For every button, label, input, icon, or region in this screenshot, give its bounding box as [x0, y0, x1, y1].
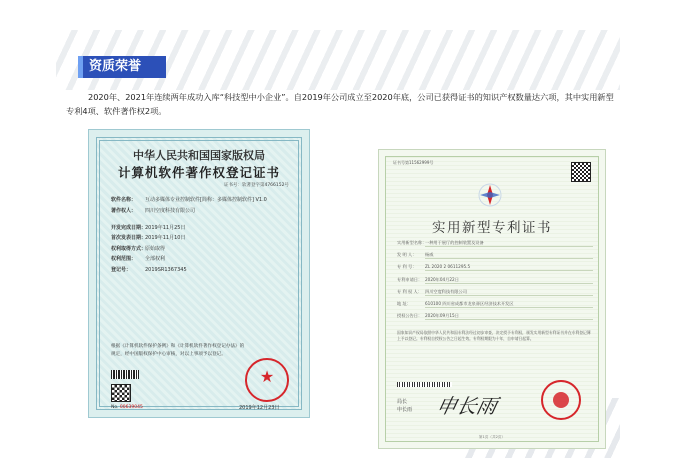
serial-prefix: No. [111, 405, 119, 410]
field-value: 原始取得 [145, 245, 166, 252]
field-row [397, 313, 593, 320]
field-value: 2020年04月22日 [425, 277, 593, 284]
field-value: ZL 2020 2 0611295.5 [425, 264, 593, 271]
certificate-title: 计算机软件著作权登记证书 [117, 165, 280, 180]
certificate-issuer: 中华人民共和国国家版权局 [133, 149, 265, 162]
patent-office-emblem-icon [477, 182, 503, 208]
field-row [111, 235, 291, 242]
field-row [111, 208, 291, 215]
certificate-number: 证书号：软著登字第4766152号 [223, 183, 289, 188]
field-label: 专 利 号： [397, 264, 417, 270]
field-value: 四川空度科技有限公司 [425, 289, 593, 296]
field-row [111, 225, 291, 232]
field-label: 权利取得方式： [111, 245, 147, 252]
certificate-code: 证书号第11562999号 [393, 160, 434, 165]
field-label: 专 利 权 人： [397, 288, 422, 294]
field-value: 杨威 [425, 252, 593, 259]
field-row [397, 289, 593, 296]
handwritten-signature: 申长雨 [434, 394, 500, 418]
field-label: 授权公告日： [397, 313, 423, 319]
field-label: 开发完成日期： [111, 224, 147, 231]
footer-line-1: 根据《计算机软件保护条例》和《计算机软件著作权登记办法》的 [111, 344, 245, 349]
barcode-icon [397, 382, 452, 387]
field-row [397, 277, 593, 284]
page-indicator: 第1页（共2页） [478, 435, 506, 439]
certificate-fields [397, 240, 593, 325]
qr-code-icon [111, 384, 131, 402]
serial-number [111, 405, 143, 410]
field-value: 四川空度科技有限公司 [145, 207, 196, 214]
field-row [397, 252, 593, 259]
section-description: 2020年、2021年连续两年成功入库“科技型中小企业”。自2019年公司成立至2020年底，公司已获得证书的知识产权数量达六项，其中实用新型专利4项、软件著作权2项。 [66, 92, 614, 116]
content-frame [56, 30, 620, 458]
signatory-label [397, 398, 412, 414]
field-row [111, 197, 291, 204]
software-copyright-certificate [88, 129, 310, 418]
qr-code-icon [571, 162, 591, 182]
footer-line-2: 规定，经中国版权保护中心审核，对以上事项予以登记。 [111, 352, 226, 357]
field-value: 2019年11月25日 [145, 224, 186, 231]
field-label: 软件名称： [111, 197, 137, 203]
field-value: 610100 四川省成都市龙泉驿区经济技术开发区 [425, 301, 593, 308]
field-label: 发 明 人： [397, 252, 417, 258]
certificate-footer [111, 343, 289, 359]
field-row [111, 246, 291, 253]
field-value: 2020年09月15日 [425, 313, 593, 320]
field-label: 登记号： [111, 266, 132, 273]
serial-value: 00639045 [119, 405, 143, 410]
field-label: 实用新型名称： [397, 240, 427, 245]
section-title: 资质荣誉 [78, 56, 166, 78]
signatory-title: 局长 [397, 399, 408, 405]
field-value: 一种用于展厅的控制装置及设备 [425, 240, 593, 247]
utility-patent-certificate [378, 149, 606, 449]
field-label: 首次发表日期： [111, 235, 147, 242]
certificate-notice: 国家知识产权局依照中华人民共和国专利法经过初步审查，决定授予专利权，颁发实用新型专利证书并在专利登记簿上予以登记。专利权自授权公告之日起生效。专利权期限为十年，自申请日起算。 [397, 330, 591, 341]
official-seal-icon: ★ [245, 358, 289, 402]
certificate-fields [111, 197, 291, 278]
field-value: 全部权利 [145, 256, 166, 263]
signatory-name: 申长雨 [397, 407, 413, 413]
field-row [397, 301, 593, 308]
issue-date: 2019年12月23日 [239, 405, 280, 411]
certificate-title: 实用新型专利证书 [432, 220, 552, 236]
field-row [397, 240, 593, 247]
field-label: 权利范围： [111, 256, 137, 263]
field-row [397, 264, 593, 271]
field-row [111, 267, 291, 274]
barcode-icon [111, 370, 139, 379]
field-label: 专利申请日： [397, 276, 423, 282]
official-seal-icon [541, 380, 581, 420]
field-value: 2019SR1367345 [145, 266, 187, 273]
field-row [111, 256, 291, 263]
field-value: 互动多媒体专业控制软件[简称：多媒体控制软件] V1.0 [145, 197, 267, 203]
field-label: 著作权人： [111, 207, 137, 214]
field-value: 2019年11月10日 [145, 235, 186, 242]
field-label: 地 址： [397, 300, 411, 306]
